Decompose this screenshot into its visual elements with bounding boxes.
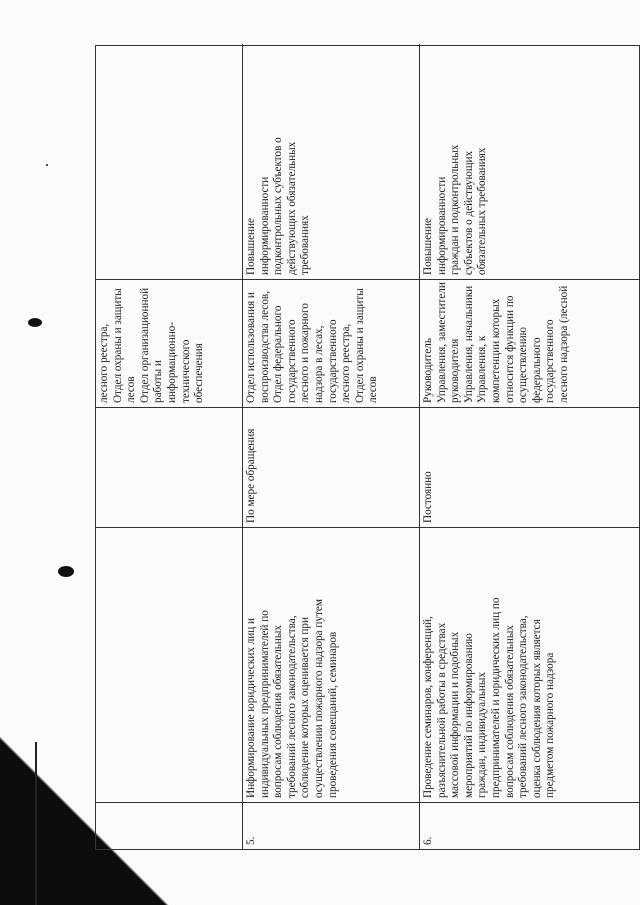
table-row <box>242 44 419 849</box>
responsible-cell: лесного реестра, Отдел охраны и защиты лесов Отдел организационной работы и информационно- технического обеспечения <box>96 280 242 408</box>
term-cell: По мере обращения <box>243 408 419 528</box>
measures-table <box>95 45 640 850</box>
responsible-cell: Отдел использования и воспроизводства лесов, Отдел федерального государственного лесного и пожарного надзора в лесах, государственного лесного реестра, Отдел охраны и защиты лесов <box>243 280 419 408</box>
scan-speck <box>46 164 48 166</box>
result-cell: Повышение информированности граждан и подконтрольных субъектов о действующих обязательных требованиях <box>420 44 640 280</box>
scan-edge-line <box>35 742 37 905</box>
activity-cell: Проведение семинаров, конференций, разъяснительной работы в средствах массовой информации и подобных мероприятий по информированию граждан, индивидуальных предпринимателей и юридических лиц по вопросам соблюдения обязательных требований лесного законодательства, оценка соблюдения которых является предметом пожарного надзора <box>420 528 640 803</box>
scan-speck <box>28 318 42 327</box>
row-number-cell <box>96 803 242 849</box>
responsible-cell: Руководитель Управления, заместители руководителя Управления, начальники Управления, к компетенции которых относится функции по осуществлению федерального государственного лесного надзора (лесной <box>420 280 640 408</box>
activity-cell: Информирование юридических лиц и индивидуальных предпринимателей по вопросам соблюдения обязательных требований лесного законодательства, соблюдение которых оценивается при осуществлении пожарного надзора путем проведения совещаний, семинаров <box>243 528 419 803</box>
activity-cell <box>96 528 242 803</box>
row-number-cell: 5. <box>245 836 257 845</box>
term-cell <box>96 408 242 528</box>
scan-speck <box>58 566 74 577</box>
rotated-table-area <box>95 45 640 895</box>
term-cell: Постоянно <box>420 408 640 528</box>
result-cell <box>96 44 242 280</box>
result-cell: Повышение информированности подконтрольных субъектов о действующих обязательных требованиях <box>243 44 419 280</box>
table-row <box>96 44 242 849</box>
table-row <box>419 44 640 849</box>
row-number-cell: 6. <box>422 836 434 845</box>
